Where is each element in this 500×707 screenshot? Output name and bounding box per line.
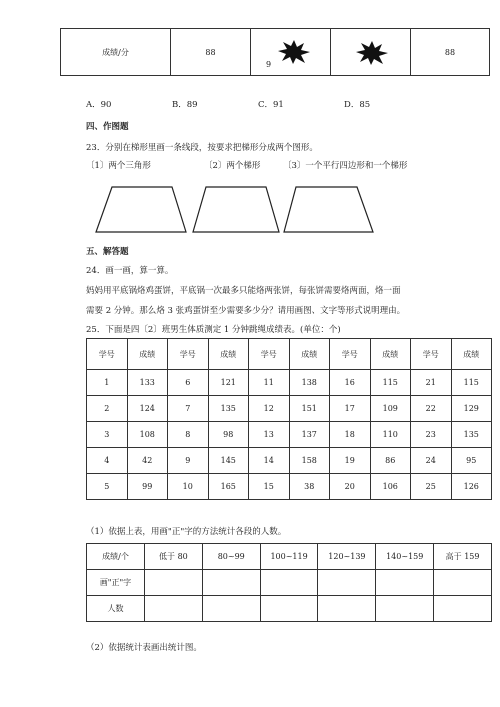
header-cell: 成绩 (127, 339, 168, 370)
table-header-row (87, 544, 492, 570)
count-input-cell[interactable] (434, 596, 492, 622)
section-heading: 四、作图题 (86, 122, 129, 132)
table-row (87, 448, 492, 474)
table-cell: 126 (451, 473, 492, 499)
option-a: A．90 (86, 100, 112, 110)
table-cell: 12 (249, 396, 290, 422)
table-cell: 86 (370, 448, 411, 474)
question-24-line1: 妈妈用平底锅烙鸡蛋饼，平底锅一次最多只能烙两张饼，每张饼需要烙两面，烙一面 (86, 286, 401, 296)
count-input-cell[interactable] (202, 596, 260, 622)
table-cell: 21 (411, 370, 452, 396)
table-cell: 145 (208, 448, 249, 474)
table-row (87, 570, 492, 596)
table-cell: 151 (289, 396, 330, 422)
part-1: 〔1〕两个三角形 (86, 161, 151, 171)
header-cell: 高于 159 (434, 544, 492, 570)
table-cell: 135 (208, 396, 249, 422)
table-row (61, 29, 490, 76)
table-cell: 137 (289, 422, 330, 448)
header-cell: 80~99 (202, 544, 260, 570)
option-d: D．85 (344, 100, 371, 110)
table-cell: 24 (411, 448, 452, 474)
table-cell: 19 (330, 448, 371, 474)
table-cell: 95 (451, 448, 492, 474)
tally-input-cell[interactable] (202, 570, 260, 596)
table-row (87, 473, 492, 499)
tally-input-cell[interactable] (376, 570, 434, 596)
tally-table (86, 543, 492, 622)
tally-input-cell[interactable] (318, 570, 376, 596)
table-cell: 7 (168, 396, 209, 422)
option-c: C．91 (258, 100, 284, 110)
table-cell: 14 (249, 448, 290, 474)
header-cell: 140~159 (376, 544, 434, 570)
header-cell: 120~139 (318, 544, 376, 570)
table-cell: 11 (249, 370, 290, 396)
table-cell: 115 (451, 370, 492, 396)
table-cell: 138 (289, 370, 330, 396)
table-cell: 99 (127, 473, 168, 499)
table-cell: 22 (411, 396, 452, 422)
header-cell: 学号 (168, 339, 209, 370)
header-cell: 100~119 (260, 544, 318, 570)
table-cell: 108 (127, 422, 168, 448)
table-cell: 42 (127, 448, 168, 474)
count-input-cell[interactable] (260, 596, 318, 622)
part-2: 〔2〕两个梯形 (204, 161, 261, 171)
question-25-title: 25．下面是四〔2〕班男生体质测定 1 分钟跳绳成绩表。(单位：个) (86, 325, 341, 335)
question-25-part2: （2）依据统计表画出统计图。 (86, 643, 202, 653)
count-input-cell[interactable] (318, 596, 376, 622)
table-cell: 158 (289, 448, 330, 474)
header-cell: 学号 (330, 339, 371, 370)
question-25-part1: （1）依据上表，用画"正"字的方法统计各段的人数。 (86, 527, 287, 537)
trapezoid-figures (0, 180, 500, 240)
table-cell: 98 (208, 422, 249, 448)
table-cell: 2 (87, 396, 128, 422)
table-cell: 16 (330, 370, 371, 396)
header-cell: 学号 (249, 339, 290, 370)
question-24-line2: 需要 2 分钟。那么烙 3 张鸡蛋饼至少需要多少分？请用画图、文字等形式说明理由。 (86, 306, 406, 316)
table-row (87, 422, 492, 448)
table-cell: 4 (87, 448, 128, 474)
trapezoid-3 (284, 187, 373, 232)
header-cell: 成绩/个 (87, 544, 145, 570)
tally-input-cell[interactable] (434, 570, 492, 596)
table-cell: 3 (87, 422, 128, 448)
question-24-title: 24．画一画，算一算。 (86, 266, 174, 276)
table-cell: 6 (168, 370, 209, 396)
table-header-row (87, 339, 492, 370)
table-cell: 115 (370, 370, 411, 396)
header-cell: 成绩 (289, 339, 330, 370)
header-cell: 成绩 (370, 339, 411, 370)
count-input-cell[interactable] (376, 596, 434, 622)
table-cell: 1 (87, 370, 128, 396)
row-label-cell: 画"正"字 (87, 570, 145, 596)
table-cell: 121 (208, 370, 249, 396)
table-cell: 135 (451, 422, 492, 448)
header-cell: 学号 (411, 339, 452, 370)
score-table (86, 338, 492, 500)
header-cell: 学号 (87, 339, 128, 370)
table-row (87, 370, 492, 396)
table-cell: 18 (330, 422, 371, 448)
table-cell: 106 (370, 473, 411, 499)
table-cell: 124 (127, 396, 168, 422)
tally-input-cell[interactable] (260, 570, 318, 596)
count-input-cell[interactable] (145, 596, 203, 622)
table-cell (251, 29, 331, 76)
part-3: 〔3〕一个平行四边形和一个梯形 (283, 161, 408, 171)
question-23: 23．分别在梯形里画一条线段，按要求把梯形分成两个图形。 (86, 143, 318, 153)
ink-blot-icon (355, 40, 389, 66)
table-cell: 110 (370, 422, 411, 448)
table-cell (331, 29, 411, 76)
table-cell: 17 (330, 396, 371, 422)
trapezoid-1 (96, 187, 186, 232)
header-cell: 成绩 (208, 339, 249, 370)
table-cell: 8 (168, 422, 209, 448)
table-cell: 129 (451, 396, 492, 422)
option-b: B．89 (172, 100, 198, 110)
table-cell: 88 (411, 29, 490, 76)
table-cell: 15 (249, 473, 290, 499)
table-cell: 109 (370, 396, 411, 422)
table-cell: 5 (87, 473, 128, 499)
table-cell: 20 (330, 473, 371, 499)
ink-blot-icon (277, 39, 311, 65)
table-cell: 23 (411, 422, 452, 448)
table-cell: 9 (168, 448, 209, 474)
table-cell: 88 (171, 29, 251, 76)
table-cell: 成绩/分 (61, 29, 171, 76)
table-row (87, 596, 492, 622)
table-cell: 25 (411, 473, 452, 499)
table-row (87, 396, 492, 422)
table-cell: 165 (208, 473, 249, 499)
table-cell: 38 (289, 473, 330, 499)
section-heading: 五、解答题 (86, 247, 129, 257)
table-cell: 133 (127, 370, 168, 396)
table-cell-text: 9 (266, 60, 272, 69)
table-cell: 10 (168, 473, 209, 499)
tally-input-cell[interactable] (145, 570, 203, 596)
header-cell: 成绩 (451, 339, 492, 370)
header-cell: 低于 80 (145, 544, 203, 570)
trapezoid-2 (193, 187, 279, 232)
table-cell: 13 (249, 422, 290, 448)
row-label-cell: 人数 (87, 596, 145, 622)
top-score-table (60, 28, 490, 76)
